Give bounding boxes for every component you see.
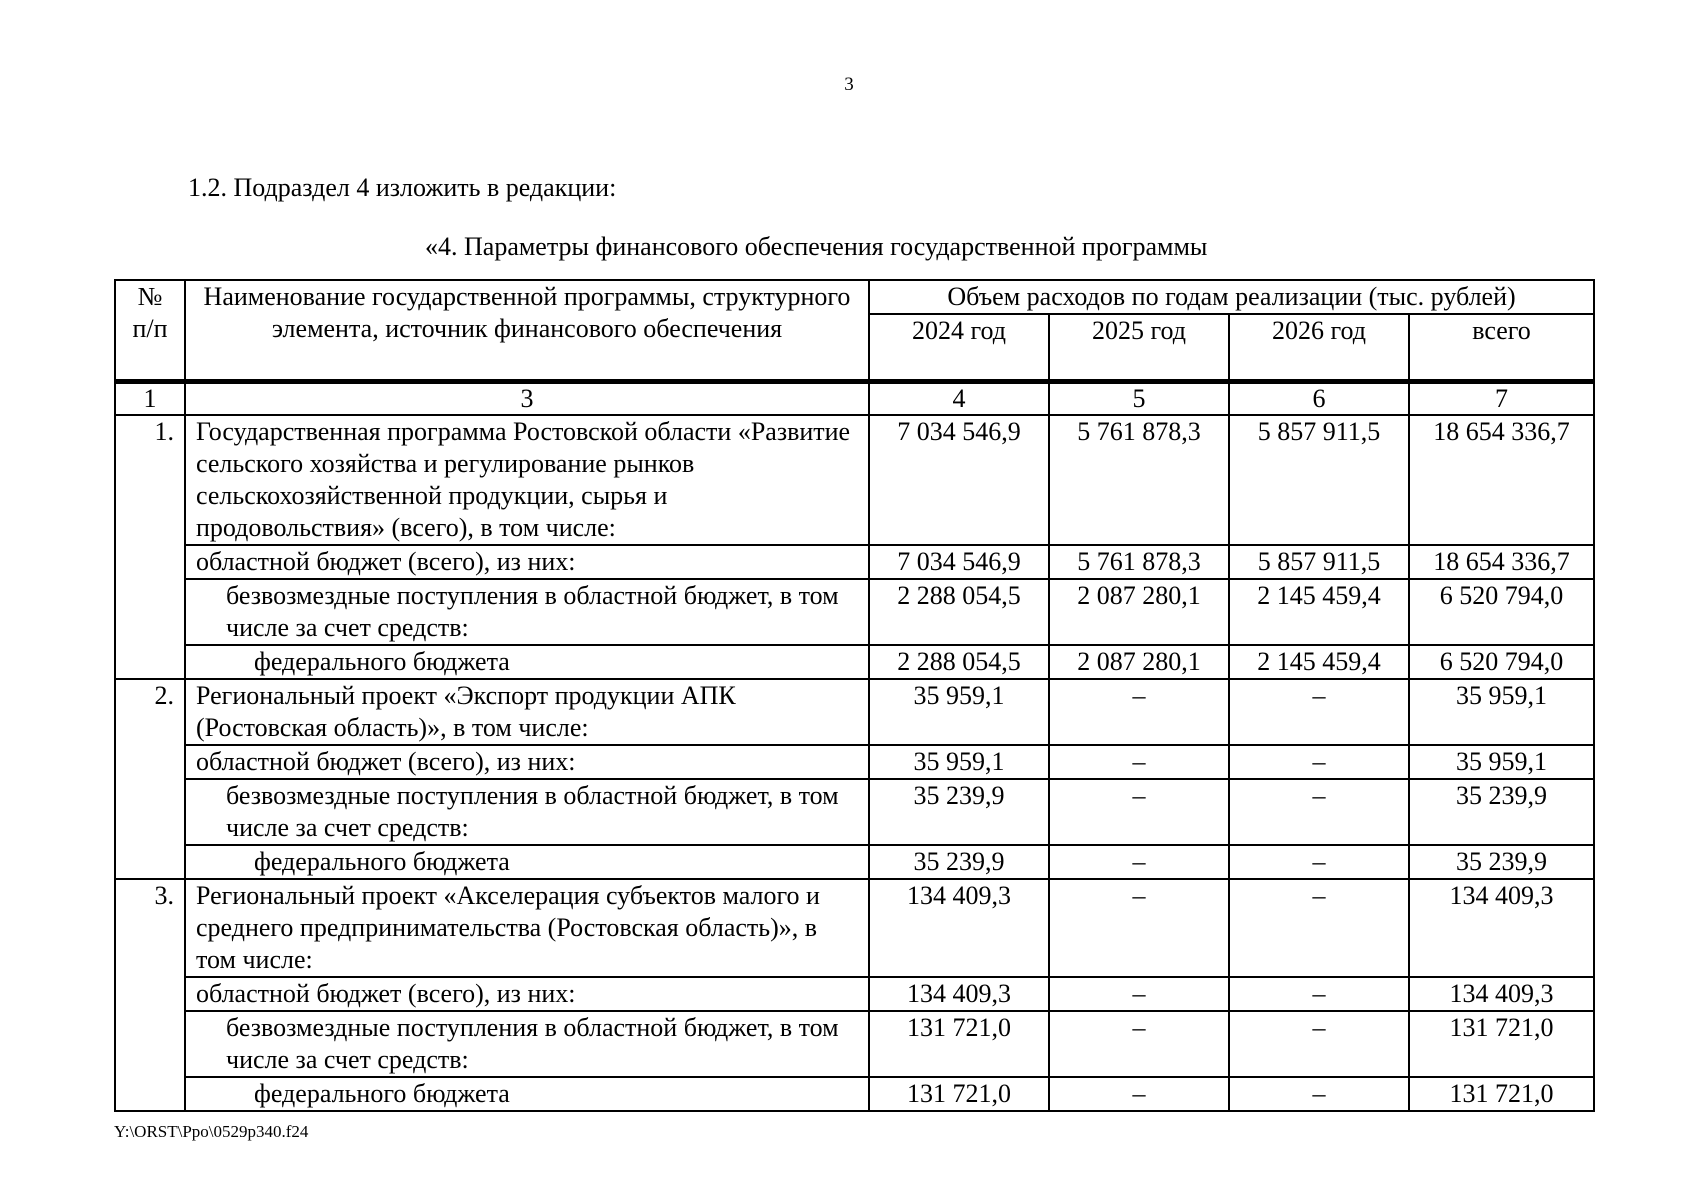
header-name: Наименование государственной программы, структурного элемента, источник финансового обеспечения [185, 280, 869, 382]
table-row [115, 679, 1594, 745]
row-index: 1. [115, 415, 185, 679]
header-total: всего [1409, 314, 1594, 382]
value-total: 131 721,0 [1409, 1011, 1594, 1077]
section-intro: 1.2. Подраздел 4 изложить в редакции: [188, 173, 617, 202]
row-name: Региональный проект «Акселерация субъектов малого и среднего предпринимательства (Ростовская область)», в том числе: [185, 879, 869, 977]
row-name: Региональный проект «Экспорт продукции АПК (Ростовская область)», в том числе: [185, 679, 869, 745]
table-header-row [115, 280, 1594, 314]
value-2024: 35 959,1 [869, 745, 1049, 779]
header-2026: 2026 год [1229, 314, 1409, 382]
row-index: 2. [115, 679, 185, 879]
value-2026: – [1229, 745, 1409, 779]
table-title: «4. Параметры финансового обеспечения государственной программы [425, 232, 1208, 261]
value-2026: 5 857 911,5 [1229, 415, 1409, 545]
header-num: № п/п [115, 280, 185, 382]
value-2025: 5 761 878,3 [1049, 415, 1229, 545]
value-2026: 5 857 911,5 [1229, 545, 1409, 579]
value-2026: – [1229, 845, 1409, 879]
value-2025: – [1049, 1077, 1229, 1111]
row-name: безвозмездные поступления в областной бюджет, в том числе за счет средств: [185, 1011, 869, 1077]
value-2026: – [1229, 779, 1409, 845]
row-name: Государственная программа Ростовской области «Развитие сельского хозяйства и регулирование рынков сельскохозяйственной продукции, сырья и продовольствия» (всего), в том числе: [185, 415, 869, 545]
row-name: безвозмездные поступления в областной бюджет, в том числе за счет средств: [185, 779, 869, 845]
header-2024: 2024 год [869, 314, 1049, 382]
value-total: 134 409,3 [1409, 879, 1594, 977]
row-name: федерального бюджета [185, 845, 869, 879]
value-total: 35 239,9 [1409, 779, 1594, 845]
value-2025: – [1049, 977, 1229, 1011]
value-2025: 5 761 878,3 [1049, 545, 1229, 579]
value-2025: – [1049, 879, 1229, 977]
table-row [115, 879, 1594, 977]
value-total: 6 520 794,0 [1409, 579, 1594, 645]
value-total: 35 239,9 [1409, 845, 1594, 879]
financing-table [114, 279, 1595, 1112]
table-row [115, 545, 1594, 579]
value-2026: – [1229, 679, 1409, 745]
value-2024: 131 721,0 [869, 1011, 1049, 1077]
column-number: 3 [185, 382, 869, 416]
header-group: Объем расходов по годам реализации (тыс. рублей) [869, 280, 1594, 314]
column-number: 7 [1409, 382, 1594, 416]
value-2025: – [1049, 779, 1229, 845]
value-2024: 7 034 546,9 [869, 415, 1049, 545]
row-name: федерального бюджета [185, 1077, 869, 1111]
table-row [115, 1077, 1594, 1111]
row-name: областной бюджет (всего), из них: [185, 977, 869, 1011]
value-2025: – [1049, 679, 1229, 745]
value-2025: – [1049, 1011, 1229, 1077]
column-number: 5 [1049, 382, 1229, 416]
value-2024: 131 721,0 [869, 1077, 1049, 1111]
value-total: 134 409,3 [1409, 977, 1594, 1011]
column-numbers-row [115, 382, 1594, 416]
value-total: 35 959,1 [1409, 679, 1594, 745]
table-row [115, 779, 1594, 845]
value-total: 35 959,1 [1409, 745, 1594, 779]
value-total: 18 654 336,7 [1409, 545, 1594, 579]
value-2026: – [1229, 879, 1409, 977]
value-total: 6 520 794,0 [1409, 645, 1594, 679]
row-name: федерального бюджета [185, 645, 869, 679]
value-2024: 2 288 054,5 [869, 645, 1049, 679]
column-number: 4 [869, 382, 1049, 416]
row-name: областной бюджет (всего), из них: [185, 545, 869, 579]
value-2026: – [1229, 1011, 1409, 1077]
value-2026: 2 145 459,4 [1229, 579, 1409, 645]
file-path: Y:\ORST\Ppo\0529p340.f24 [114, 1122, 309, 1141]
value-2026: 2 145 459,4 [1229, 645, 1409, 679]
page-number: 3 [844, 74, 854, 95]
value-2024: 134 409,3 [869, 977, 1049, 1011]
row-index: 3. [115, 879, 185, 1111]
value-2025: 2 087 280,1 [1049, 645, 1229, 679]
value-2025: 2 087 280,1 [1049, 579, 1229, 645]
value-2024: 134 409,3 [869, 879, 1049, 977]
table-row [115, 579, 1594, 645]
value-total: 131 721,0 [1409, 1077, 1594, 1111]
value-2024: 2 288 054,5 [869, 579, 1049, 645]
table-row [115, 845, 1594, 879]
table-row [115, 977, 1594, 1011]
value-2025: – [1049, 845, 1229, 879]
row-name: безвозмездные поступления в областной бюджет, в том числе за счет средств: [185, 579, 869, 645]
row-name: областной бюджет (всего), из них: [185, 745, 869, 779]
value-2024: 35 959,1 [869, 679, 1049, 745]
column-number: 6 [1229, 382, 1409, 416]
column-number: 1 [115, 382, 185, 416]
value-total: 18 654 336,7 [1409, 415, 1594, 545]
table-row [115, 1011, 1594, 1077]
value-2024: 35 239,9 [869, 845, 1049, 879]
table-row [115, 415, 1594, 545]
value-2026: – [1229, 977, 1409, 1011]
table-row [115, 645, 1594, 679]
value-2024: 7 034 546,9 [869, 545, 1049, 579]
header-2025: 2025 год [1049, 314, 1229, 382]
value-2026: – [1229, 1077, 1409, 1111]
value-2024: 35 239,9 [869, 779, 1049, 845]
value-2025: – [1049, 745, 1229, 779]
table-row [115, 745, 1594, 779]
